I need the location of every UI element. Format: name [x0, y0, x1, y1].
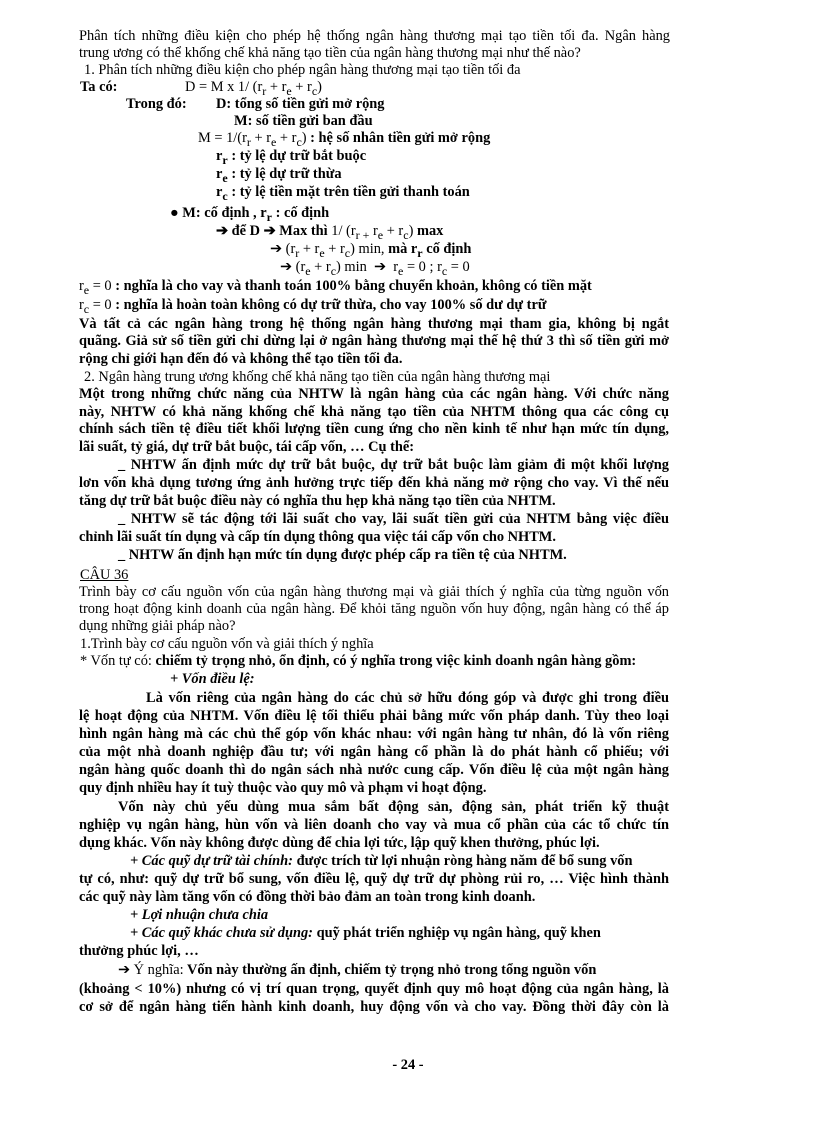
- vdl-line-1: [146, 690, 669, 707]
- rc-zero-line: $r_c = 0$ : nghĩa là hoàn toàn không có dự trữ thừa, cho vay 100% số dư dự trữ: [79, 297, 547, 316]
- yn-text-2: (khoảng < 10%) nhưng có vị trí quan trọng, quyết định quy mô hoạt động của ngân hàng, là: [79, 981, 669, 997]
- va-paragraph-line-2: [79, 333, 669, 350]
- vn-text-1: Vốn này chủ yếu dùng mua sắm bất động sản, động sản, phát triển kỹ thuật: [118, 799, 669, 815]
- nhtw-point-3-line-1: _ NHTW ấn định hạn mức tín dụng được phép cấp ra tiền tệ của NHTM.: [118, 547, 567, 563]
- y-nghia-label: ➔ Ý nghĩa:: [118, 962, 184, 978]
- von-dieu-le-title: + Vốn điều lệ:: [170, 671, 255, 687]
- vdl-line-2: [79, 708, 669, 725]
- definition-re: $r_e$ : tỷ lệ dự trữ thừa: [216, 166, 342, 185]
- nhtw-point-1-line-2: [79, 475, 669, 492]
- qdt-text-2: tự có, như: quỹ dự trữ bổ sung, vốn điều lệ, quỹ dự trữ dự phòng rủi ro, … Việc hình thành: [79, 871, 669, 887]
- quy-khac-desc: quỹ phát triển nghiệp vụ ngân hàng, quỹ khen: [312, 925, 601, 941]
- von-tu-co-label: * Vốn tự có:: [80, 653, 152, 669]
- quy-khac-line-1: [130, 925, 601, 942]
- quy-du-tru-line-1: [130, 853, 632, 870]
- definition-rc: $r_c$ : tỷ lệ tiền mặt trên tiền gửi thanh toán: [216, 184, 470, 203]
- formula-d: D = M x 1/ $(r_r + r_e + r_c)$: [185, 79, 322, 98]
- quy-khac-line-2: thưởng phúc lợi, …: [79, 943, 199, 959]
- q36-text-1: Trình bày cơ cấu nguồn vốn của ngân hàng thương mại và giải thích ý nghĩa của từng nguồn vốn: [79, 584, 669, 600]
- vdl-line-3: [79, 726, 669, 743]
- loi-nhuan-chua-chia: + Lợi nhuận chưa chia: [130, 907, 269, 923]
- va-paragraph-line-3: rộng chỉ giới hạn đến đó và không thể tạo tiền tối đa.: [79, 351, 403, 367]
- vdl-line-5: [79, 762, 669, 779]
- yn-text-3: cơ sở để ngân hàng tiến hành kinh doanh, huy động vốn và cho vay. Đồng thời đây còn là: [79, 999, 669, 1015]
- y-nghia-line-3: [79, 999, 669, 1016]
- vdl-text-2: lệ hoạt động của NHTM. Vốn điều lệ tối thiểu phải bằng mức vốn pháp danh. Tùy theo loại: [79, 708, 669, 724]
- question-36-heading: CÂU 36: [80, 567, 129, 583]
- nhtw-point-2-line-1: [118, 511, 669, 528]
- mot-paragraph-line-1: [79, 386, 669, 403]
- vn-text-2: nghiệp vụ ngân hàng, hùn vốn và liên doanh cho vay và mua cổ phần của các tổ chức tín: [79, 817, 669, 833]
- intro-question-line-1: [79, 28, 670, 45]
- question-36-line-1: [79, 584, 669, 601]
- von-tu-co-line: [80, 653, 636, 670]
- intro-text-1: Phân tích những điều kiện cho phép hệ thống ngân hàng thương mại tạo tiền tối đa. Ngân hàng: [79, 28, 670, 44]
- intro-text-2: trung ương có thể khống chế khả năng tạo tiền của ngân hàng thương mại như thế nào?: [79, 45, 581, 61]
- vdl-text-1: Là vốn riêng của ngân hàng do các chủ sở hữu đóng góp và được ghi trong điều: [146, 690, 669, 706]
- y-nghia-line-2: [79, 981, 669, 998]
- mot-text-1: Một trong những chức năng của NHTW là ngân hàng của các ngân hàng. Với chức năng: [79, 386, 669, 402]
- quy-du-tru-line-2: [79, 871, 669, 888]
- nhtw-point-2-line-2: chỉnh lãi suất tín dụng và cấp tín dụng thông qua việc tái cấp vốn cho NHTM.: [79, 529, 556, 545]
- quy-du-tru-line-3: các quỹ này làm tăng vốn có đồng thời bảo đảm an toàn trong kinh doanh.: [79, 889, 536, 905]
- trong-do-label: Trong đó:: [126, 96, 187, 112]
- q36-text-2: trong hoạt động kinh doanh của ngân hàng. Để khỏi tăng nguồn vốn huy động, ngân hàng có thể áp: [79, 601, 669, 617]
- von-nay-line-2: [79, 817, 669, 834]
- mot-text-3: chính sách tiền tệ điều tiết khối lượng tiền cung ứng cho nền kinh tế như hạn mức tín dụng,: [79, 421, 669, 437]
- quy-du-tru-desc: được trích từ lợi nhuận ròng hàng năm để bổ sung vốn: [292, 853, 633, 869]
- y-nghia-desc: Vốn này thường ấn định, chiếm tỷ trọng nhỏ trong tổng nguồn vốn: [183, 962, 597, 978]
- von-nay-line-3: dụng khác. Vốn này không được dùng để chia lợi tức, lập quỹ khen thưởng, phúc lợi.: [79, 835, 600, 851]
- question-36-line-2: [79, 601, 669, 618]
- von-tu-co-desc: chiếm tỷ trọng nhỏ, ổn định, có ý nghĩa trong việc kinh doanh ngân hàng gồm:: [155, 653, 637, 669]
- y-nghia-line-1: [118, 962, 596, 979]
- vdl-text-5: ngân hàng quốc doanh thì do ngân sách nhà nước cung cấp. Vốn điều lệ của một ngân hàng: [79, 762, 669, 778]
- definition-multiplier: $M = 1/(r_r + r_e + r_c)$ : hệ số nhân tiền gửi mở rộng: [198, 130, 491, 149]
- va-paragraph-line-1: [79, 316, 669, 333]
- nhtw-point-1-line-3: tăng dự trữ bắt buộc điều này có nghĩa thu hẹp khả năng tạo tiền của NHTM.: [79, 493, 556, 509]
- bullet-m-fixed: ● M: cố định , $r_r$ : cố định: [170, 205, 330, 224]
- vdl-line-4: [79, 744, 669, 761]
- mot-text-2: này, NHTW có khả năng khống chế khả năng tạo tiền của NHTM thông qua các công cụ: [79, 404, 669, 420]
- n1-text-1: _ NHTW ấn định mức dự trữ bắt buộc, dự trữ bắt buộc làm giảm đi một khối lượng: [118, 457, 669, 473]
- quy-khac-label: + Các quỹ khác chưa sử dụng:: [130, 925, 313, 941]
- vdl-line-6: quy định nhiều hay ít tuỳ thuộc vào quy mô và phạm vi hoạt động.: [79, 780, 487, 796]
- arrow-line-2: ➔ $(r_r + r_e + r_c)$ min, mà $r_r$ cố định: [270, 241, 472, 260]
- question-36-line-3: dụng những giải pháp nào?: [79, 618, 236, 634]
- mot-paragraph-line-2: [79, 404, 669, 421]
- intro-question-line-2: [79, 45, 581, 62]
- page-number: - 24 -: [392, 1057, 424, 1073]
- vdl-text-3: hình ngân hàng mà các chủ thể góp vốn khác nhau: với ngân hàng tư nhân, đó là vốn riêng: [79, 726, 669, 742]
- von-nay-line-1: [118, 799, 669, 816]
- nhtw-point-1-line-1: [118, 457, 669, 474]
- va-text-2: quãng. Giả sử số tiền gửi chỉ dừng lại ở ngân hàng thương mại thế hệ thứ 3 thì số tiền gửi mở: [79, 333, 669, 349]
- vdl-text-4: của một nhà doanh nghiệp đầu tư; với ngân hàng cổ phần là do phát hành cổ phiếu; với: [79, 744, 669, 760]
- mot-paragraph-line-4: lãi suất, tỷ giá, dự trữ bắt buộc, tái cấp vốn, … Cụ thể:: [79, 439, 415, 455]
- ta-co-label: Ta có:: [80, 79, 118, 95]
- n1-text-2: lơn vốn khả dụng tương ứng ảnh hưởng trực tiếp đến khả năng mở rộng cho vay. Vì thế nếu: [79, 475, 669, 491]
- definition-m: M: số tiền gửi ban đầu: [234, 113, 373, 129]
- quy-du-tru-label: + Các quỹ dự trữ tài chính:: [130, 853, 293, 869]
- definition-rr: $r_r$ : tỷ lệ dự trữ bắt buộc: [216, 148, 367, 167]
- n2-text-1: _ NHTW sẽ tác động tới lãi suất cho vay, lãi suất tiền gửi của NHTM bằng việc điều: [118, 511, 669, 527]
- arrow-line-1: ➔ để D ➔ Max thì 1/ ($r_{r +}$ $r_e + r_c$) max: [216, 223, 444, 242]
- answer-36-section-1-title: 1.Trình bày cơ cấu nguồn vốn và giải thích ý nghĩa: [80, 636, 374, 652]
- mot-paragraph-line-3: [79, 421, 669, 438]
- re-zero-line: $r_e = 0$ : nghĩa là cho vay và thanh toán 100% bằng chuyển khoản, không có tiền mặt: [79, 278, 592, 297]
- section-1-title: 1. Phân tích những điều kiện cho phép ngân hàng thương mại tạo tiền tối đa: [84, 62, 521, 78]
- va-text-1: Và tất cả các ngân hàng trong hệ thống ngân hàng thương mại tham gia, không bị ngắt: [79, 316, 669, 332]
- section-2-title: 2. Ngân hàng trung ương khống chế khả năng tạo tiền của ngân hàng thương mại: [84, 369, 551, 385]
- definition-d: D: tổng số tiền gửi mở rộng: [216, 96, 385, 112]
- arrow-line-3: ➔ $(r_e + r_c)$ min ➔ $r_e = 0$ ; $r_c = 0$: [280, 259, 470, 278]
